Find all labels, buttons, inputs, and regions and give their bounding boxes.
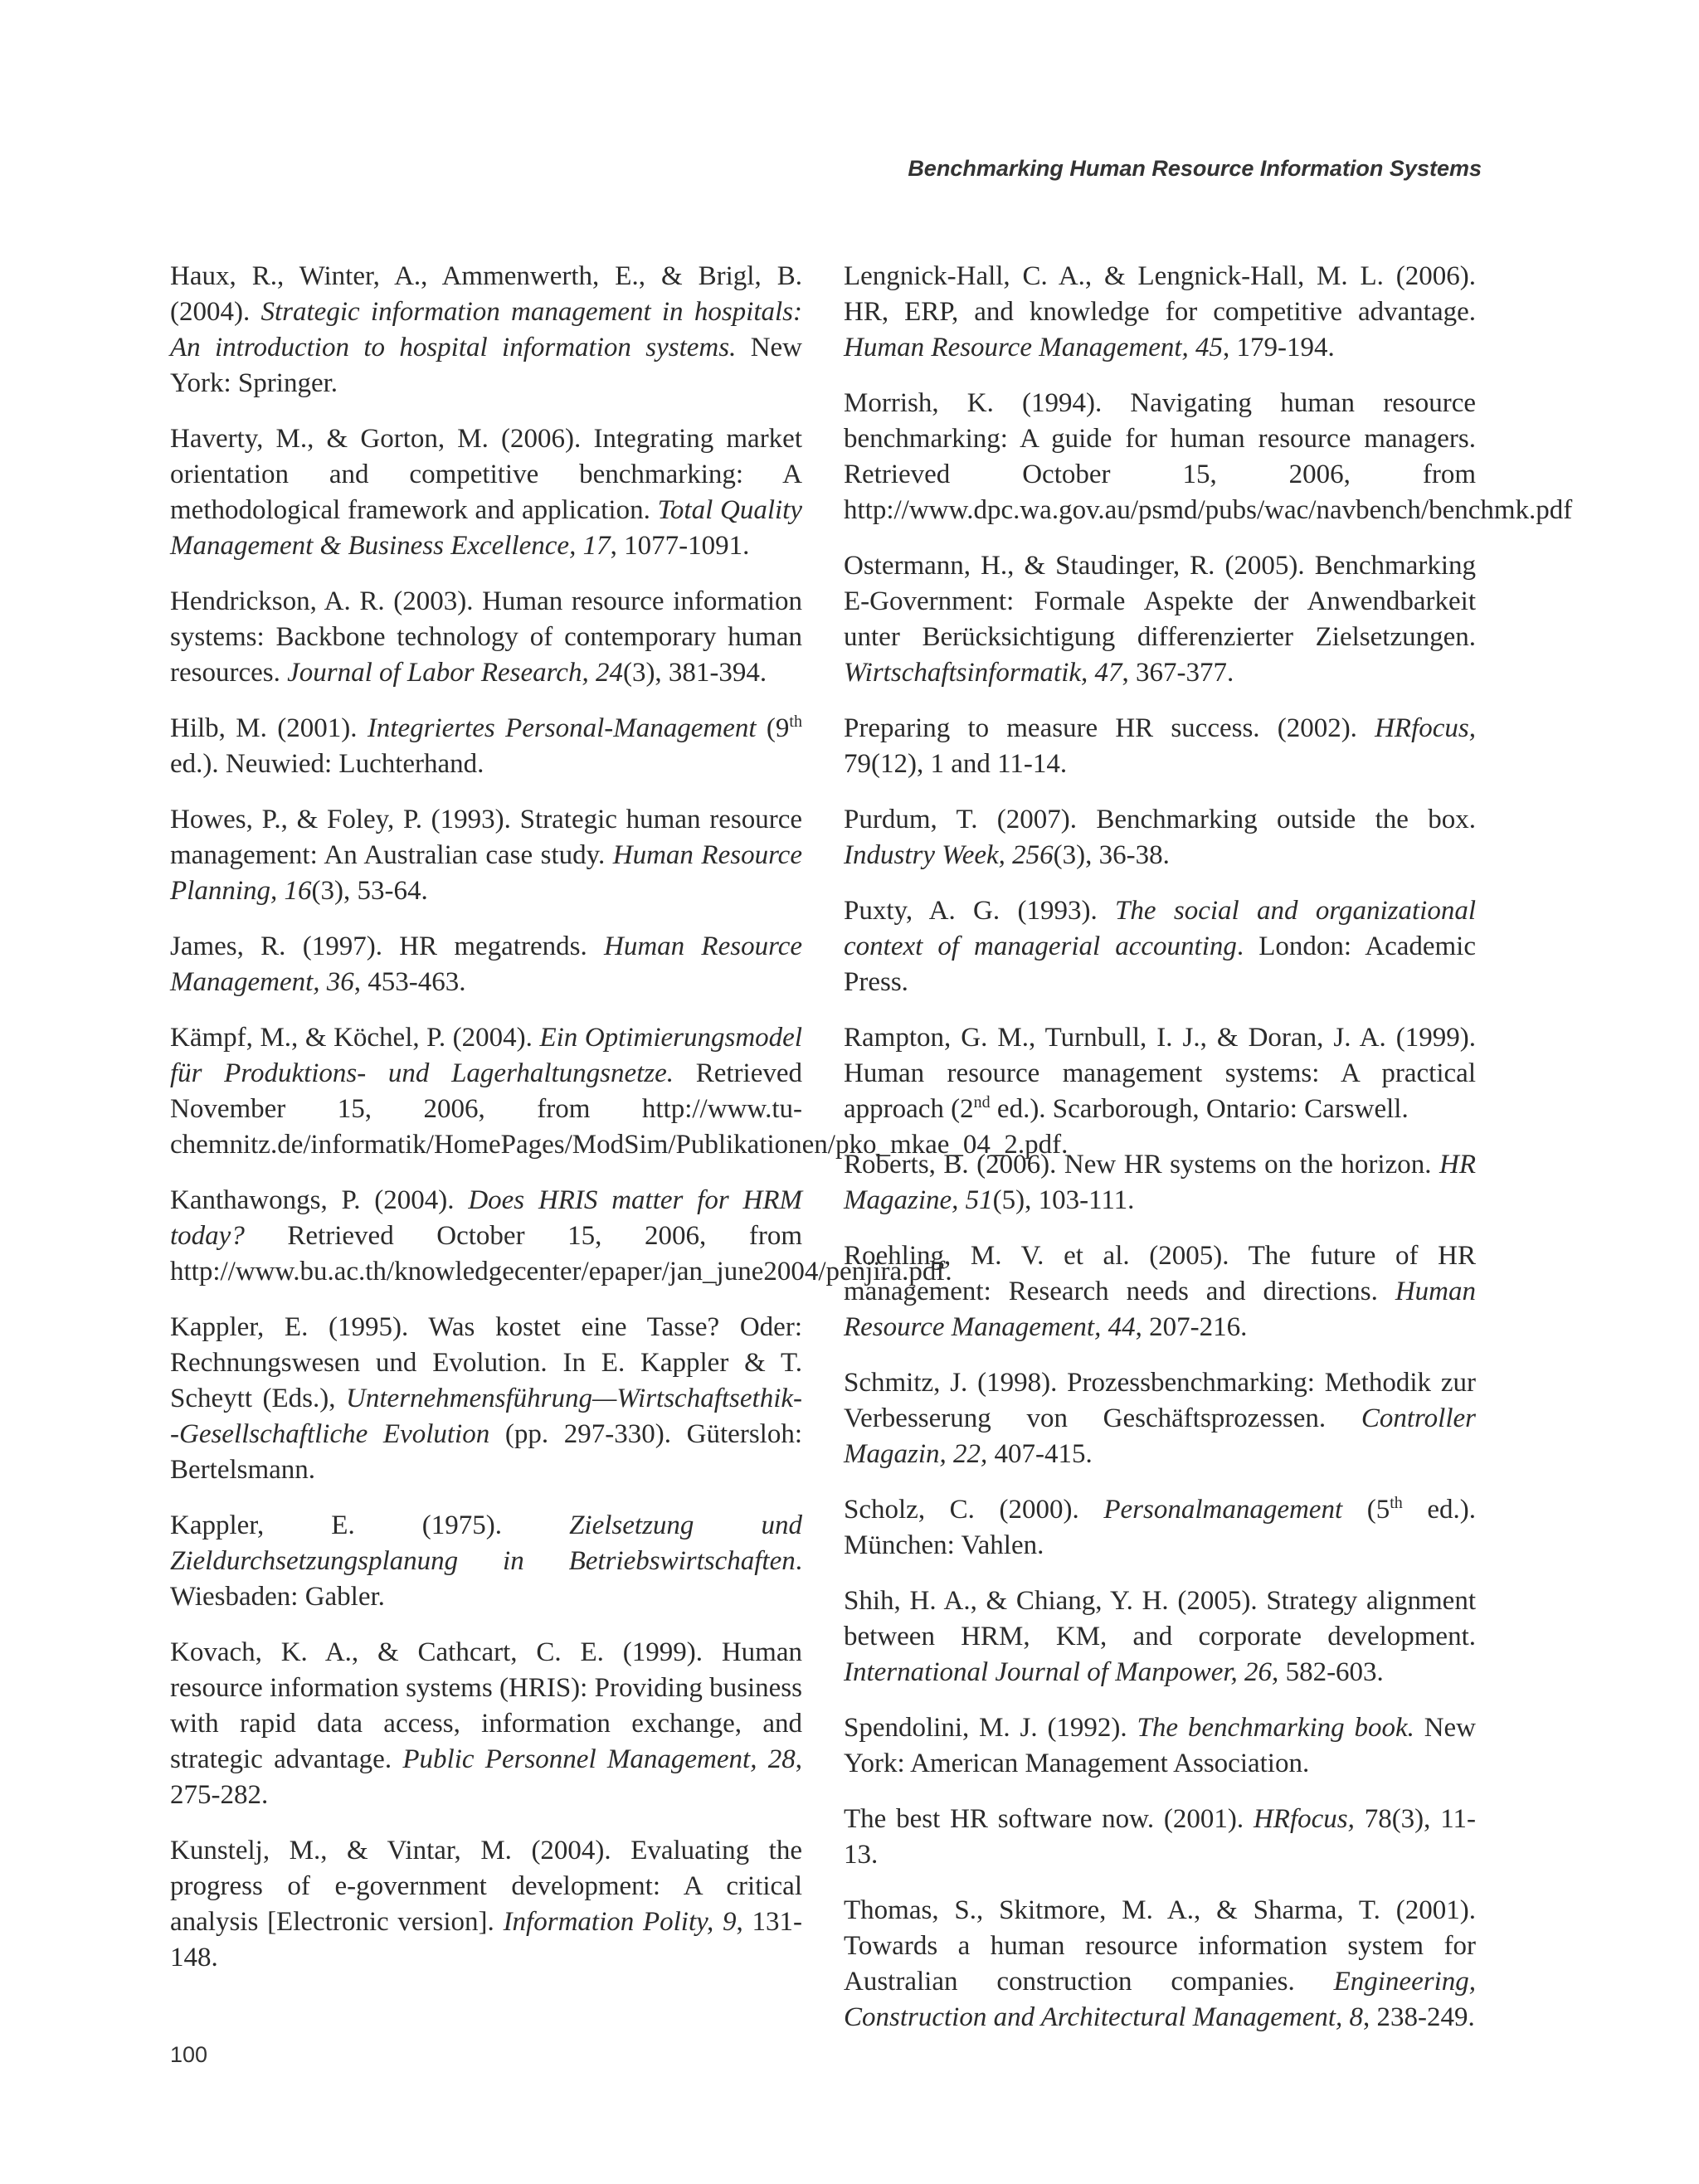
reference-text: Retrieved November 15, 2006, from http://www.tu-chemnitz.de/informatik/HomePages/ModSim/Publikationen/pko_mkae_04_2.pdf.	[170, 1058, 1069, 1160]
reference-text: Kämpf, M., & Köchel, P. (2004).	[170, 1023, 540, 1053]
reference-text: ed.). München: Vahlen.	[844, 1495, 1476, 1560]
italic-title: Zielsetzung und Zieldurchsetzungsplanung in Betriebswirtschaften	[170, 1510, 802, 1576]
reference-entry	[844, 893, 1476, 1000]
reference-text: Shih, H. A., & Chiang, Y. H. (2005). Strategy alignment between HRM, KM, and corporate development.	[844, 1586, 1476, 1651]
reference-entry	[170, 802, 802, 909]
reference-entry	[170, 1183, 952, 1290]
reference-entry	[844, 386, 1573, 528]
italic-title: Journal of Labor Research, 24	[287, 658, 623, 688]
reference-text: Rampton, G. M., Turnbull, I. J., & Doran, J. A. (1999). Human resource management systems: A practical approach (2	[844, 1023, 1476, 1124]
reference-text: Morrish, K. (1994). Navigating human resource benchmarking: A guide for human resource managers. Retrieved October 15, 2006, from http://www.dpc.wa.gov.au/psmd/pubs/wac/navbench/benchmk.pdf	[844, 388, 1573, 525]
italic-title: Integriertes Personal-Management	[367, 713, 757, 743]
reference-text: 407-415.	[987, 1439, 1093, 1469]
reference-entry	[170, 929, 802, 1000]
italic-title: HR Magazine, 51	[844, 1150, 1476, 1215]
reference-text: , 238-249.	[1363, 2002, 1475, 2032]
reference-text: . London: Academic Press.	[844, 931, 1476, 997]
reference-entry	[170, 1020, 1069, 1163]
reference-text: Preparing to measure HR success. (2002).	[844, 713, 1375, 743]
reference-text: (5	[1342, 1495, 1390, 1525]
reference-text: James, R. (1997). HR megatrends.	[170, 931, 604, 961]
italic-title: HRfocus,	[1253, 1804, 1355, 1834]
reference-text: (3), 53-64.	[311, 876, 428, 906]
reference-text: Kappler, E. (1975).	[170, 1510, 570, 1540]
reference-text: (3), 36-38.	[1053, 840, 1170, 870]
reference-text: New York: Springer.	[170, 333, 802, 398]
reference-text: Kappler, E. (1995). Was kostet eine Tasse? Oder: Rechnungswesen und Evolution. In E. Kappler & T. Scheytt (Eds.),	[170, 1312, 802, 1413]
reference-text: , 1077-1091.	[610, 531, 750, 561]
reference-entry	[844, 1710, 1476, 1782]
italic-title: HRfocus,	[1375, 713, 1476, 743]
italic-title: Human Resource Planning, 16	[170, 840, 802, 906]
reference-entry	[170, 1833, 802, 1976]
reference-text: New York: American Management Association.	[844, 1713, 1477, 1778]
reference-text: Kovach, K. A., & Cathcart, C. E. (1999). Human resource information systems (HRIS): Providing business with rapid data access, information exchange, and strategic advantage.	[170, 1637, 802, 1774]
reference-text: ed.). Scarborough, Ontario: Carswell.	[990, 1094, 1409, 1124]
reference-text: Roehling, M. V. et al. (2005). The future of HR management: Research needs and directions.	[844, 1241, 1476, 1306]
reference-text: 78(3), 11-13.	[844, 1804, 1476, 1870]
reference-text: , 367-377.	[1122, 658, 1234, 688]
reference-text: , 207-216.	[1135, 1312, 1248, 1342]
italic-title: Wirtschaftsinformatik, 47	[844, 658, 1122, 688]
reference-text: Haverty, M., & Gorton, M. (2006). Integrating market orientation and competitive benchmarking: A methodological framework and application.	[170, 424, 802, 525]
italic-title: Unternehmensführung—Wirtschaftsethik--Gesellschaftliche Evolution	[170, 1384, 802, 1449]
italic-title: Human Resource Management, 36	[170, 931, 802, 997]
reference-entry	[170, 1508, 802, 1615]
reference-text: Purdum, T. (2007). Benchmarking outside the box.	[844, 805, 1476, 834]
reference-text: Howes, P., & Foley, P. (1993). Strategic human resource management: An Australian case study.	[170, 805, 802, 870]
reference-text: , 453-463.	[353, 967, 466, 997]
italic-title: Human Resource Management, 45	[844, 333, 1224, 362]
reference-text: Haux, R., Winter, A., Ammenwerth, E., & Brigl, B. (2004).	[170, 261, 802, 327]
reference-text: Hendrickson, A. R. (2003). Human resource information systems: Backbone technology of contemporary human resources.	[170, 586, 802, 688]
running-header-title: Benchmarking Human Resource Information Systems	[908, 156, 1482, 181]
reference-entry	[844, 1365, 1476, 1472]
reference-text: (pp. 297-330). Gütersloh: Bertelsmann.	[170, 1419, 802, 1485]
reference-text: Spendolini, M. J. (1992).	[844, 1713, 1137, 1743]
italic-title: Industry Week, 256	[844, 840, 1054, 870]
reference-text: Roberts, B. (2006). New HR systems on the horizon.	[844, 1150, 1439, 1180]
ordinal-superscript: th	[789, 713, 802, 731]
reference-entry	[844, 1893, 1476, 2036]
reference-entry	[170, 584, 802, 691]
reference-entry	[844, 1020, 1476, 1127]
italic-title: Total Quality Management & Business Excellence, 17	[170, 495, 802, 561]
italic-title: Personalmanagement	[1103, 1495, 1343, 1525]
reference-text: Lengnick-Hall, C. A., & Lengnick-Hall, M. L. (2006). HR, ERP, and knowledge for competitive advantage.	[844, 261, 1476, 327]
reference-entry	[170, 421, 802, 564]
reference-text: ed.). Neuwied: Luchterhand.	[170, 749, 484, 779]
reference-entry	[170, 1310, 802, 1488]
reference-entry	[844, 1238, 1476, 1345]
italic-title: Information Polity, 9	[503, 1907, 737, 1937]
reference-text: Hilb, M. (2001).	[170, 713, 368, 743]
italic-title: Ein Optimierungsmodel für Produktions- und Lagerhaltungsnetze.	[170, 1023, 802, 1088]
reference-text: (3), 381-394.	[622, 658, 767, 688]
reference-text: . Wiesbaden: Gabler.	[170, 1546, 802, 1612]
reference-entry	[844, 802, 1476, 873]
reference-entry	[844, 1802, 1476, 1873]
reference-entry	[844, 259, 1476, 366]
reference-entry	[170, 711, 802, 782]
italic-title: International Journal of Manpower, 26,	[844, 1657, 1279, 1687]
ordinal-superscript: nd	[973, 1093, 991, 1111]
reference-list-right-column	[844, 259, 1573, 2055]
reference-entry	[844, 548, 1476, 691]
reference-text: Thomas, S., Skitmore, M. A., & Sharma, T. (2001). Towards a human resource information system for Australian construction companies.	[844, 1895, 1476, 1997]
reference-text: Kanthawongs, P. (2004).	[170, 1185, 469, 1215]
reference-text: Puxty, A. G. (1993).	[844, 896, 1116, 926]
reference-text: 79(12), 1 and 11-14.	[844, 749, 1068, 779]
italic-title: Human Resource Management, 44	[844, 1277, 1476, 1342]
reference-text: Retrieved October 15, 2006, from http://www.bu.ac.th/knowledgecenter/epaper/jan_june2004/penjira.pdf.	[170, 1221, 952, 1287]
ordinal-superscript: th	[1390, 1494, 1403, 1512]
reference-text: Scholz, C. (2000).	[844, 1495, 1104, 1525]
reference-entry	[170, 1635, 802, 1813]
italic-title: Engineering, Construction and Architectural Management, 8	[844, 1967, 1476, 2032]
reference-text: (9	[756, 713, 790, 743]
reference-text: , 179-194.	[1223, 333, 1335, 362]
page-number: 100	[170, 2042, 208, 2067]
reference-entry	[844, 1583, 1476, 1690]
italic-title: Controller Magazin, 22,	[844, 1403, 1476, 1469]
reference-text: Ostermann, H., & Staudinger, R. (2005). Benchmarking E-Government: Formale Aspekte der Anwendbarkeit unter Berücksichtigung differenzierter Zielsetzungen.	[844, 551, 1476, 652]
reference-entry	[844, 711, 1476, 782]
reference-text: Kunstelj, M., & Vintar, M. (2004). Evaluating the progress of e-government development: A critical analysis [Electronic version].	[170, 1836, 802, 1937]
reference-text: , 131-148.	[170, 1907, 802, 1972]
reference-text: The best HR software now. (2001).	[844, 1804, 1254, 1834]
reference-text: (5), 103-111.	[992, 1185, 1135, 1215]
reference-entry	[844, 1492, 1476, 1564]
reference-text: Schmitz, J. (1998). Prozessbenchmarking: Methodik zur Verbesserung von Geschäftsprozessen.	[844, 1368, 1476, 1433]
italic-title: Does HRIS matter for HRM today?	[170, 1185, 802, 1251]
reference-text: 582-603.	[1278, 1657, 1384, 1687]
italic-title: Strategic information management in hospitals: An introduction to hospital information systems.	[170, 297, 802, 362]
italic-title: The social and organizational context of managerial accounting	[844, 896, 1476, 961]
reference-text: , 275-282.	[170, 1744, 802, 1810]
reference-entry	[844, 1147, 1476, 1218]
italic-title: The benchmarking book.	[1137, 1713, 1414, 1743]
italic-title: Public Personnel Management, 28	[402, 1744, 796, 1774]
reference-entry	[170, 259, 802, 401]
